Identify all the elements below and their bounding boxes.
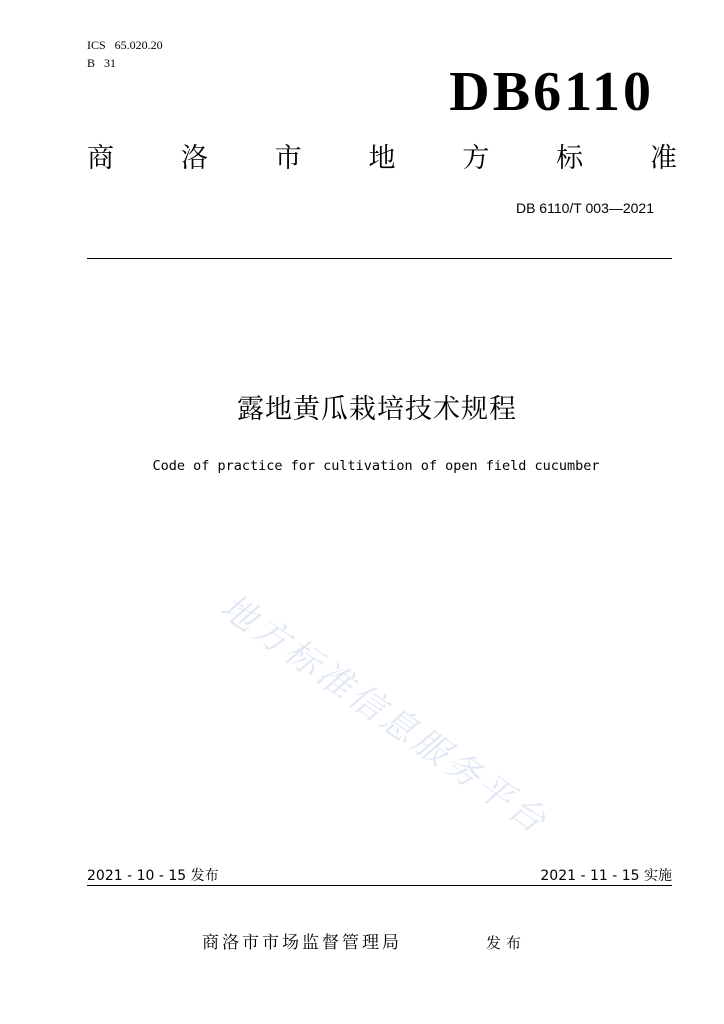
standard-number: DB 6110/T 003—2021 [515,200,654,216]
standard-type-char: 市 [274,143,302,174]
standard-code: DB6110 [449,61,654,123]
issue-date: 2021 - 10 - 15 发布 [87,868,219,884]
standard-type-char: 商 [87,143,114,174]
watermark: 地方标准信息服务平台 [212,586,556,844]
document-title-en: Code of practice for cultivation of open field cucumber [152,458,600,474]
standard-type-char: 准 [649,143,677,174]
ics-code: ICS 65.020.20 [87,38,163,52]
footer-divider [87,885,672,886]
ccs-code: B 31 [87,56,117,70]
implementation-date: 2021 - 11 - 15 实施 [540,868,672,884]
standard-type [87,142,677,176]
standard-type-char: 地 [368,143,396,174]
standard-type-char: 洛 [180,143,208,174]
issuer-action: 发布 [486,934,527,952]
standard-type-char: 标 [556,143,584,174]
document-title-zh: 露地黄瓜栽培技术规程 [237,394,517,425]
standard-type-char: 方 [462,143,490,174]
issuing-authority: 商洛市市场监督管理局 [202,933,402,953]
header-divider [87,258,672,259]
